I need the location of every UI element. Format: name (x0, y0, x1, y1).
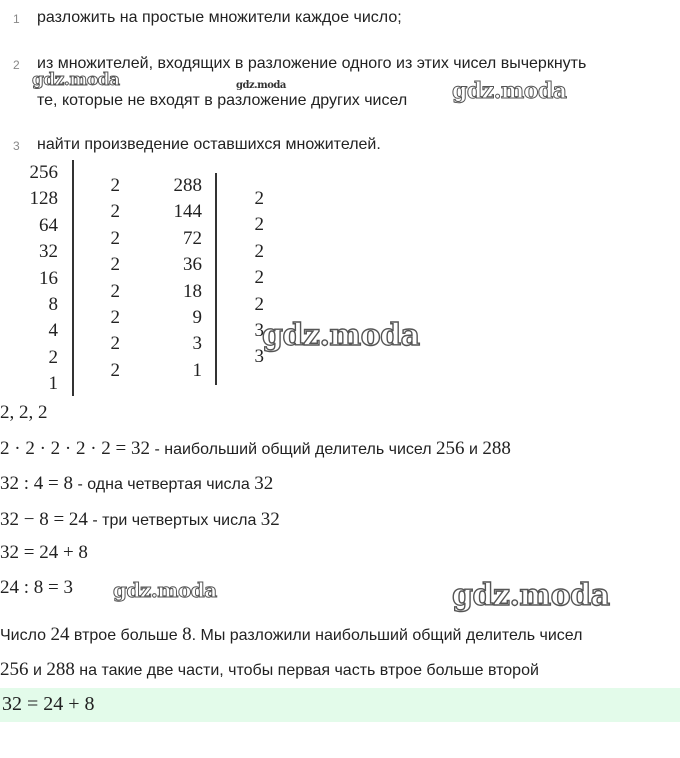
table-cell: 64 (39, 214, 58, 236)
conclusion-line-2 (0, 659, 539, 681)
table-cell: 9 (192, 307, 202, 329)
divider-line (72, 160, 74, 396)
three-quarters-text: - три четвертых числа (87, 512, 261, 529)
table-cell: 2 (110, 201, 120, 223)
three-quarters-number: 32 (260, 509, 280, 530)
conclusion-text: втрое больше (69, 627, 183, 644)
table-cell: 8 (48, 294, 58, 316)
sum-line (0, 542, 88, 564)
conclusion-text: и (28, 662, 47, 679)
table-cell: 2 (254, 293, 264, 315)
answer-box (0, 688, 680, 722)
common-factors: 2, 2, 2 (0, 402, 48, 423)
answer-expression: 32 = 24 + 8 (2, 693, 95, 715)
number-288: 288 (46, 659, 75, 680)
table-cell: 18 (183, 280, 202, 302)
watermark-logo: gdz.moda (262, 318, 420, 353)
step-text: найти произведение оставшихся множителей. (37, 136, 381, 153)
watermark-logo: gdz.moda (32, 70, 120, 90)
table-cell: 2 (254, 267, 264, 289)
three-quarters-expression: 32 − 8 = 24 (0, 509, 88, 530)
step-text-line1: из множителей, входящих в разложение одного из этих чисел вычеркнуть (37, 55, 587, 72)
common-factors-line (0, 402, 48, 424)
ratio-line (0, 577, 73, 599)
quarter-expression: 32 : 4 = 8 (0, 473, 73, 494)
gcd-line (0, 438, 511, 460)
conclusion-line-1 (0, 624, 582, 646)
step-number: 3 (13, 139, 20, 153)
watermark-logo: gdz.moda (113, 578, 217, 602)
quarter-text: - одна четвертая числа (73, 476, 255, 493)
table-cell: 3 (254, 320, 264, 342)
left-numbers-column (18, 160, 58, 398)
number-288: 288 (482, 438, 511, 459)
table-cell: 2 (254, 240, 264, 262)
left-factors-column (96, 173, 120, 384)
number-256: 256 (0, 659, 29, 680)
ratio-expression: 24 : 8 = 3 (0, 577, 73, 598)
conclusion-text: на такие две части, чтобы первая часть втрое больше второй (74, 662, 539, 679)
table-cell: 3 (254, 346, 264, 368)
table-cell: 256 (29, 162, 58, 183)
conclusion-text: . Мы разложили наибольший общий делитель чисел (191, 627, 583, 644)
table-cell: 2 (254, 188, 264, 209)
table-cell: 2 (110, 227, 120, 249)
step-number: 1 (13, 12, 20, 26)
table-cell: 1 (192, 359, 202, 381)
quarter-line (0, 473, 273, 495)
number-8: 8 (182, 624, 192, 645)
table-cell: 2 (110, 307, 120, 329)
quarter-number: 32 (254, 473, 274, 494)
table-cell: 1 (48, 373, 58, 395)
table-cell: 128 (29, 188, 58, 210)
table-cell: 3 (192, 333, 202, 355)
step-text: разложить на простые множители каждое число; (37, 9, 402, 26)
watermark-logo: gdz.moda (236, 80, 286, 91)
table-cell: 144 (173, 201, 202, 223)
right-numbers-column (160, 173, 202, 384)
sum-expression: 32 = 24 + 8 (0, 542, 88, 563)
three-quarters-line (0, 509, 280, 531)
number-24: 24 (50, 624, 70, 645)
table-cell: 4 (48, 320, 58, 342)
table-cell: 2 (48, 346, 58, 368)
table-cell: 288 (173, 175, 202, 196)
step-text-line2: те, которые не входят в разложение других чисел (37, 92, 408, 109)
watermark-logo: gdz.moda (452, 78, 567, 104)
gcd-expression: 2 · 2 · 2 · 2 · 2 = 32 (0, 438, 151, 459)
table-cell: 2 (110, 254, 120, 276)
table-cell: 2 (110, 359, 120, 381)
divider-line (215, 173, 217, 385)
conclusion-text: Число (0, 627, 51, 644)
number-256: 256 (436, 438, 465, 459)
gcd-text: - наибольший общий делитель чисел (150, 441, 437, 458)
table-cell: 72 (183, 227, 202, 249)
table-cell: 36 (183, 254, 202, 276)
conjunction: и (464, 441, 483, 458)
step-number: 2 (13, 58, 20, 72)
table-cell: 2 (254, 214, 264, 236)
table-cell: 32 (39, 241, 58, 263)
table-cell: 16 (39, 267, 58, 289)
table-cell: 2 (110, 333, 120, 355)
table-cell: 2 (110, 280, 120, 302)
watermark-logo: gdz.moda (452, 578, 610, 613)
table-cell: 2 (110, 175, 120, 196)
